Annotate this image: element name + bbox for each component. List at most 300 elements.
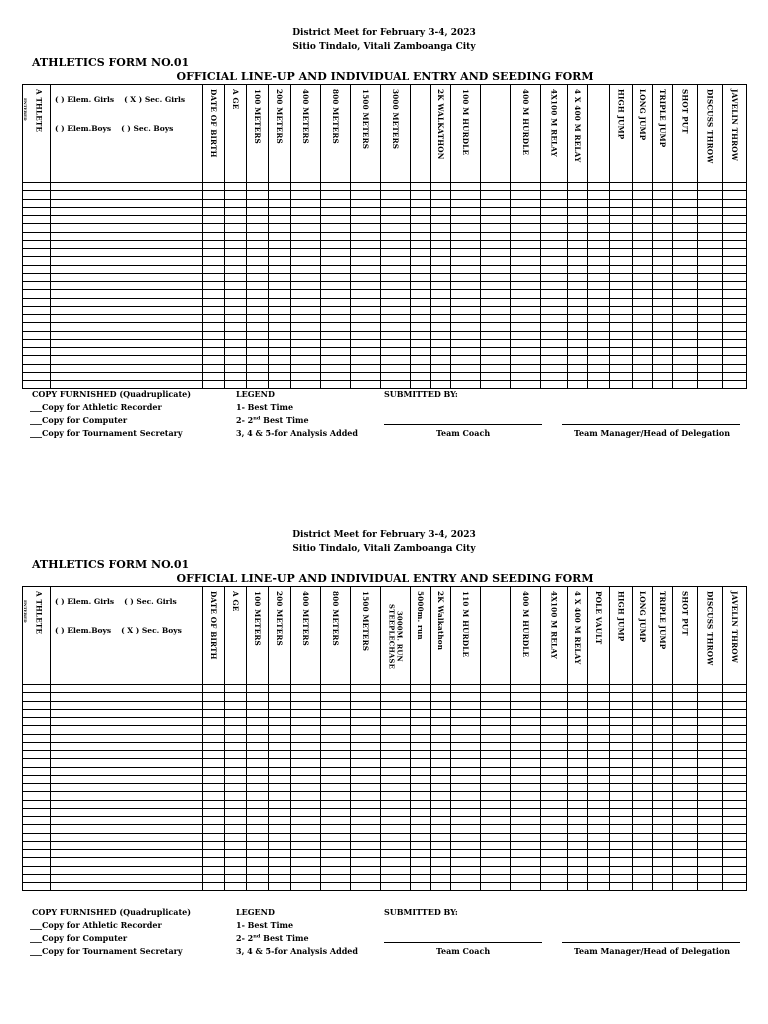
entry-cell[interactable] [23,718,51,726]
entry-cell[interactable] [321,883,351,891]
entry-cell[interactable] [633,257,653,265]
entry-cell[interactable] [203,833,225,841]
entry-cell[interactable] [269,742,291,750]
entry-cell[interactable] [51,833,203,841]
entry-cell[interactable] [723,191,747,199]
entry-cell[interactable] [568,833,588,841]
entry-cell[interactable] [511,792,541,800]
entry-cell[interactable] [23,191,51,199]
entry-cell[interactable] [610,709,633,717]
entry-cell[interactable] [269,257,291,265]
entry-cell[interactable] [723,356,747,364]
entry-cell[interactable] [610,701,633,709]
entry-cell[interactable] [291,751,321,759]
entry-cell[interactable] [291,315,321,323]
entry-cell[interactable] [541,874,568,882]
entry-cell[interactable] [568,315,588,323]
entry-cell[interactable] [351,825,381,833]
entry-cell[interactable] [247,883,269,891]
entry-cell[interactable] [610,232,633,240]
entry-cell[interactable] [481,883,511,891]
entry-cell[interactable] [511,290,541,298]
entry-cell[interactable] [225,850,247,858]
entry-cell[interactable] [653,833,673,841]
entry-cell[interactable] [381,850,411,858]
entry-cell[interactable] [51,767,203,775]
entry-cell[interactable] [633,290,653,298]
entry-cell[interactable] [321,273,351,281]
entry-cell[interactable] [321,751,351,759]
entry-cell[interactable] [723,364,747,372]
entry-cell[interactable] [451,800,481,808]
entry-cell[interactable] [51,232,203,240]
entry-cell[interactable] [588,825,610,833]
entry-cell[interactable] [451,701,481,709]
entry-cell[interactable] [588,315,610,323]
entry-cell[interactable] [381,817,411,825]
entry-cell[interactable] [568,858,588,866]
entry-cell[interactable] [269,800,291,808]
entry-cell[interactable] [633,364,653,372]
entry-cell[interactable] [351,833,381,841]
entry-cell[interactable] [225,808,247,816]
entry-cell[interactable] [51,191,203,199]
entry-cell[interactable] [51,273,203,281]
entry-cell[interactable] [321,331,351,339]
entry-cell[interactable] [203,290,225,298]
entry-cell[interactable] [247,381,269,389]
entry-cell[interactable] [247,784,269,792]
entry-cell[interactable] [381,323,411,331]
entry-cell[interactable] [23,207,51,215]
entry-cell[interactable] [247,265,269,273]
entry-cell[interactable] [568,742,588,750]
entry-cell[interactable] [673,775,698,783]
entry-cell[interactable] [269,315,291,323]
entry-cell[interactable] [321,207,351,215]
entry-cell[interactable] [511,257,541,265]
entry-cell[interactable] [351,282,381,290]
entry-cell[interactable] [269,381,291,389]
entry-cell[interactable] [321,800,351,808]
entry-cell[interactable] [269,841,291,849]
entry-cell[interactable] [588,191,610,199]
entry-cell[interactable] [225,191,247,199]
entry-cell[interactable] [23,339,51,347]
entry-cell[interactable] [203,709,225,717]
entry-cell[interactable] [203,315,225,323]
entry-cell[interactable] [653,298,673,306]
entry-cell[interactable] [511,331,541,339]
entry-cell[interactable] [588,841,610,849]
entry-cell[interactable] [411,232,431,240]
entry-cell[interactable] [698,191,723,199]
entry-cell[interactable] [698,257,723,265]
entry-cell[interactable] [653,718,673,726]
entry-cell[interactable] [698,833,723,841]
entry-cell[interactable] [321,866,351,874]
entry-cell[interactable] [511,825,541,833]
entry-cell[interactable] [381,833,411,841]
entry-cell[interactable] [610,183,633,191]
entry-cell[interactable] [541,339,568,347]
entry-cell[interactable] [481,199,511,207]
entry-cell[interactable] [588,306,610,314]
entry-cell[interactable] [23,709,51,717]
entry-cell[interactable] [541,348,568,356]
entry-cell[interactable] [351,858,381,866]
entry-cell[interactable] [381,784,411,792]
entry-cell[interactable] [610,298,633,306]
entry-cell[interactable] [568,784,588,792]
entry-cell[interactable] [51,726,203,734]
entry-cell[interactable] [431,224,451,232]
entry-cell[interactable] [633,701,653,709]
entry-cell[interactable] [51,290,203,298]
entry-cell[interactable] [431,833,451,841]
entry-cell[interactable] [481,858,511,866]
entry-cell[interactable] [51,298,203,306]
entry-cell[interactable] [568,323,588,331]
entry-cell[interactable] [381,183,411,191]
entry-cell[interactable] [511,701,541,709]
entry-cell[interactable] [451,216,481,224]
entry-cell[interactable] [351,381,381,389]
entry-cell[interactable] [698,372,723,380]
entry-cell[interactable] [698,331,723,339]
entry-cell[interactable] [291,734,321,742]
entry-cell[interactable] [723,348,747,356]
entry-cell[interactable] [351,850,381,858]
entry-cell[interactable] [673,833,698,841]
entry-cell[interactable] [51,850,203,858]
entry-cell[interactable] [225,315,247,323]
entry-cell[interactable] [653,232,673,240]
entry-cell[interactable] [51,858,203,866]
entry-cell[interactable] [451,372,481,380]
entry-cell[interactable] [481,207,511,215]
entry-cell[interactable] [225,833,247,841]
entry-cell[interactable] [269,784,291,792]
entry-cell[interactable] [610,356,633,364]
entry-cell[interactable] [588,298,610,306]
entry-cell[interactable] [321,701,351,709]
entry-cell[interactable] [269,808,291,816]
entry-cell[interactable] [225,825,247,833]
entry-cell[interactable] [610,257,633,265]
entry-cell[interactable] [698,339,723,347]
entry-cell[interactable] [321,356,351,364]
entry-cell[interactable] [23,726,51,734]
entry-cell[interactable] [723,265,747,273]
entry-cell[interactable] [481,183,511,191]
entry-cell[interactable] [451,685,481,693]
entry-cell[interactable] [225,759,247,767]
entry-cell[interactable] [411,306,431,314]
entry-cell[interactable] [568,726,588,734]
entry-cell[interactable] [568,183,588,191]
entry-cell[interactable] [653,356,673,364]
entry-cell[interactable] [351,701,381,709]
entry-cell[interactable] [203,356,225,364]
entry-cell[interactable] [321,315,351,323]
entry-cell[interactable] [431,315,451,323]
entry-cell[interactable] [541,866,568,874]
entry-cell[interactable] [588,874,610,882]
entry-cell[interactable] [588,866,610,874]
entry-cell[interactable] [411,348,431,356]
entry-cell[interactable] [511,224,541,232]
entry-cell[interactable] [321,718,351,726]
entry-cell[interactable] [653,709,673,717]
entry-cell[interactable] [541,240,568,248]
entry-cell[interactable] [225,767,247,775]
entry-cell[interactable] [321,348,351,356]
entry-cell[interactable] [568,800,588,808]
entry-cell[interactable] [23,372,51,380]
entry-cell[interactable] [351,348,381,356]
entry-cell[interactable] [381,191,411,199]
entry-cell[interactable] [698,199,723,207]
entry-cell[interactable] [541,751,568,759]
entry-cell[interactable] [541,726,568,734]
entry-cell[interactable] [541,767,568,775]
entry-cell[interactable] [541,298,568,306]
entry-cell[interactable] [723,841,747,849]
entry-cell[interactable] [633,273,653,281]
entry-cell[interactable] [351,792,381,800]
entry-cell[interactable] [451,356,481,364]
entry-cell[interactable] [291,726,321,734]
entry-cell[interactable] [698,364,723,372]
entry-cell[interactable] [291,240,321,248]
entry-cell[interactable] [291,257,321,265]
entry-cell[interactable] [481,232,511,240]
entry-cell[interactable] [225,199,247,207]
entry-cell[interactable] [451,726,481,734]
entry-cell[interactable] [698,775,723,783]
entry-cell[interactable] [511,866,541,874]
entry-cell[interactable] [588,273,610,281]
entry-cell[interactable] [610,265,633,273]
entry-cell[interactable] [23,315,51,323]
entry-cell[interactable] [381,290,411,298]
entry-cell[interactable] [431,709,451,717]
entry-cell[interactable] [247,751,269,759]
entry-cell[interactable] [541,273,568,281]
entry-cell[interactable] [269,249,291,257]
entry-cell[interactable] [23,183,51,191]
entry-cell[interactable] [247,701,269,709]
entry-cell[interactable] [698,850,723,858]
entry-cell[interactable] [321,734,351,742]
entry-cell[interactable] [653,825,673,833]
entry-cell[interactable] [203,199,225,207]
entry-cell[interactable] [511,207,541,215]
entry-cell[interactable] [411,742,431,750]
entry-cell[interactable] [673,339,698,347]
entry-cell[interactable] [411,858,431,866]
entry-cell[interactable] [511,232,541,240]
entry-cell[interactable] [723,232,747,240]
entry-cell[interactable] [673,323,698,331]
entry-cell[interactable] [723,792,747,800]
entry-cell[interactable] [351,224,381,232]
entry-cell[interactable] [203,718,225,726]
entry-cell[interactable] [23,364,51,372]
entry-cell[interactable] [381,808,411,816]
entry-cell[interactable] [633,742,653,750]
entry-cell[interactable] [203,866,225,874]
entry-cell[interactable] [247,364,269,372]
entry-cell[interactable] [351,883,381,891]
entry-cell[interactable] [653,874,673,882]
entry-cell[interactable] [381,331,411,339]
entry-cell[interactable] [568,381,588,389]
entry-cell[interactable] [351,191,381,199]
entry-cell[interactable] [23,734,51,742]
entry-cell[interactable] [588,323,610,331]
entry-cell[interactable] [568,709,588,717]
entry-cell[interactable] [23,381,51,389]
entry-cell[interactable] [381,866,411,874]
entry-cell[interactable] [673,191,698,199]
entry-cell[interactable] [203,784,225,792]
entry-cell[interactable] [269,356,291,364]
entry-cell[interactable] [381,759,411,767]
entry-cell[interactable] [481,364,511,372]
entry-cell[interactable] [610,800,633,808]
entry-cell[interactable] [381,685,411,693]
entry-cell[interactable] [247,216,269,224]
entry-cell[interactable] [411,792,431,800]
entry-cell[interactable] [481,290,511,298]
entry-cell[interactable] [351,364,381,372]
entry-cell[interactable] [291,265,321,273]
entry-cell[interactable] [673,685,698,693]
entry-cell[interactable] [23,199,51,207]
entry-cell[interactable] [698,207,723,215]
entry-cell[interactable] [381,858,411,866]
entry-cell[interactable] [568,841,588,849]
entry-cell[interactable] [431,800,451,808]
entry-cell[interactable] [451,199,481,207]
entry-cell[interactable] [610,331,633,339]
entry-cell[interactable] [653,249,673,257]
sec-boys-option[interactable]: ( ) Sec. Boys [121,124,174,133]
entry-cell[interactable] [247,767,269,775]
entry-cell[interactable] [23,224,51,232]
entry-cell[interactable] [673,792,698,800]
entry-cell[interactable] [225,207,247,215]
entry-cell[interactable] [23,751,51,759]
entry-cell[interactable] [411,339,431,347]
entry-cell[interactable] [481,759,511,767]
entry-cell[interactable] [431,199,451,207]
entry-cell[interactable] [633,883,653,891]
entry-cell[interactable] [673,290,698,298]
entry-cell[interactable] [610,273,633,281]
entry-cell[interactable] [291,841,321,849]
entry-cell[interactable] [673,306,698,314]
entry-cell[interactable] [541,191,568,199]
entry-cell[interactable] [451,874,481,882]
entry-cell[interactable] [431,372,451,380]
entry-cell[interactable] [723,207,747,215]
entry-cell[interactable] [723,709,747,717]
entry-cell[interactable] [451,841,481,849]
entry-cell[interactable] [225,800,247,808]
entry-cell[interactable] [351,249,381,257]
entry-cell[interactable] [610,808,633,816]
entry-cell[interactable] [203,767,225,775]
entry-cell[interactable] [481,874,511,882]
entry-cell[interactable] [481,356,511,364]
entry-cell[interactable] [568,701,588,709]
entry-cell[interactable] [381,792,411,800]
entry-cell[interactable] [723,273,747,281]
entry-cell[interactable] [633,191,653,199]
entry-cell[interactable] [51,216,203,224]
entry-cell[interactable] [381,693,411,701]
entry-cell[interactable] [351,784,381,792]
entry-cell[interactable] [51,306,203,314]
entry-cell[interactable] [698,751,723,759]
entry-cell[interactable] [541,825,568,833]
entry-cell[interactable] [653,701,673,709]
entry-cell[interactable] [321,282,351,290]
entry-cell[interactable] [653,282,673,290]
entry-cell[interactable] [225,331,247,339]
entry-cell[interactable] [673,718,698,726]
entry-cell[interactable] [23,693,51,701]
entry-cell[interactable] [351,339,381,347]
entry-cell[interactable] [723,808,747,816]
entry-cell[interactable] [351,290,381,298]
entry-cell[interactable] [23,767,51,775]
entry-cell[interactable] [511,372,541,380]
entry-cell[interactable] [673,850,698,858]
entry-cell[interactable] [23,817,51,825]
entry-cell[interactable] [381,249,411,257]
entry-cell[interactable] [541,784,568,792]
entry-cell[interactable] [203,751,225,759]
entry-cell[interactable] [511,841,541,849]
entry-cell[interactable] [588,183,610,191]
entry-cell[interactable] [698,183,723,191]
entry-cell[interactable] [321,306,351,314]
entry-cell[interactable] [381,825,411,833]
entry-cell[interactable] [247,734,269,742]
entry-cell[interactable] [269,265,291,273]
entry-cell[interactable] [511,273,541,281]
entry-cell[interactable] [633,265,653,273]
entry-cell[interactable] [511,693,541,701]
entry-cell[interactable] [511,874,541,882]
entry-cell[interactable] [291,224,321,232]
entry-cell[interactable] [568,298,588,306]
entry-cell[interactable] [411,199,431,207]
entry-cell[interactable] [51,685,203,693]
entry-cell[interactable] [247,323,269,331]
entry-cell[interactable] [431,726,451,734]
entry-cell[interactable] [610,224,633,232]
entry-cell[interactable] [723,372,747,380]
entry-cell[interactable] [225,348,247,356]
entry-cell[interactable] [723,685,747,693]
entry-cell[interactable] [451,191,481,199]
entry-cell[interactable] [511,356,541,364]
